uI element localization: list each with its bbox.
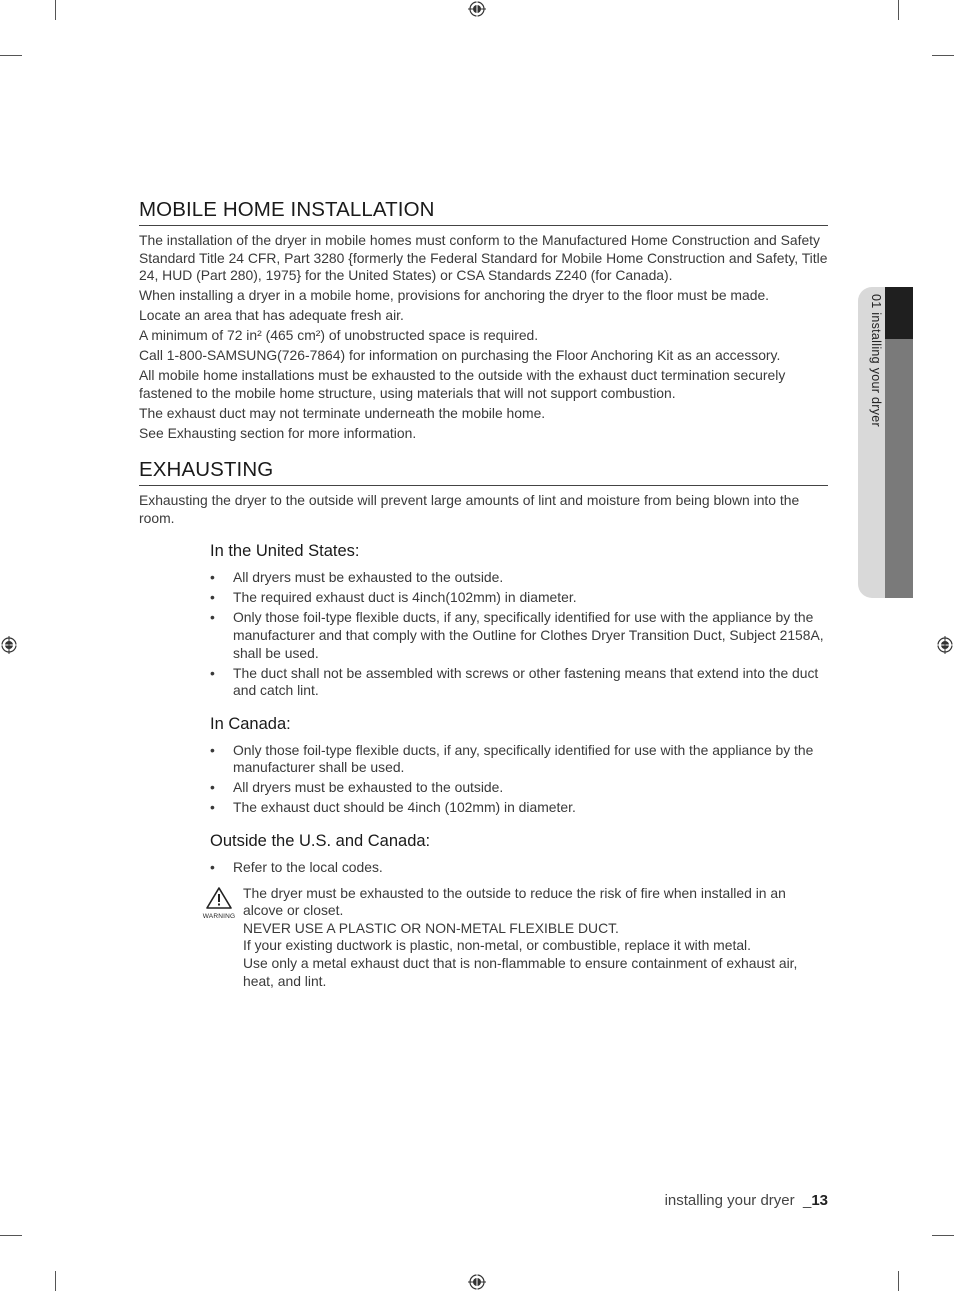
us-bullet-list [210, 569, 828, 699]
bullet-icon: • [210, 589, 215, 606]
registration-mark-icon [468, 1273, 486, 1291]
subheading-outside: Outside the U.S. and Canada: [210, 831, 431, 850]
exhausting-subsections [202, 541, 828, 990]
warning-block [202, 885, 828, 991]
paragraph: Call 1-800-SAMSUNG(726-7864) for information on purchasing the Floor Anchoring Kit as an accessory. [139, 347, 781, 364]
exhausting-intro: Exhausting the dryer to the outside will prevent large amounts of lint and moisture from being blown into the room. [139, 492, 800, 526]
paragraph: When installing a dryer in a mobile home, provisions for anchoring the dryer to the floor must be made. [139, 287, 770, 304]
bullet-icon: • [210, 664, 215, 681]
bullet-icon: • [210, 741, 215, 758]
paragraph: The installation of the dryer in mobile homes must conform to the Manufactured Home Construction and Safety Standard Title 24 CFR, Part 3280 {formerly the Federal Standard for Mobile Home Construction and Safety, Title 24, HUD (Part 280), 1975} for the United States) or CSA Standards Z240 (for Canada). [139, 232, 828, 284]
list-item: • The duct shall not be assembled with screws or other fastening means that extend into the duct and catch lint. [210, 664, 819, 699]
bullet-icon: • [210, 799, 215, 816]
list-item: • Only those foil-type flexible ducts, if any, specifically identified for use with the appliance by the manufacturer and that comply with the Outline for Clothes Dryer Transition Duct, Subject 2158A, shall be used. [210, 609, 824, 661]
bullet-icon: • [210, 569, 215, 586]
list-item: • The exhaust duct should be 4inch (102mm) in diameter. [210, 799, 576, 816]
warning-text [243, 885, 828, 991]
chapter-tab-marker [885, 287, 913, 339]
subheading-us: In the United States: [210, 542, 360, 561]
warning-triangle-icon [206, 887, 232, 909]
crop-mark [55, 1271, 56, 1291]
crop-mark [932, 55, 954, 56]
list-item: • The required exhaust duct is 4inch(102mm) in diameter. [210, 589, 577, 606]
warning-line: NEVER USE A PLASTIC OR NON-METAL FLEXIBLE DUCT. [243, 919, 619, 936]
registration-mark-icon [0, 636, 18, 654]
list-item: • All dryers must be exhausted to the outside. [210, 779, 504, 796]
paragraph: A minimum of 72 in² (465 cm²) of unobstructed space is required. [139, 327, 539, 344]
list-item: • All dryers must be exhausted to the outside. [210, 569, 504, 586]
paragraph: The exhaust duct may not terminate underneath the mobile home. [139, 404, 546, 421]
mobile-home-body [139, 232, 828, 442]
registration-mark-icon [936, 636, 954, 654]
crop-mark [898, 0, 899, 20]
crop-mark [55, 0, 56, 20]
page-footer [665, 1192, 828, 1209]
canada-bullet-list [210, 742, 828, 817]
warning-line: The dryer must be exhausted to the outside to reduce the risk of fire when installed in an alcove or closet. [243, 884, 786, 919]
crop-mark [898, 1271, 899, 1291]
section-title-mobile-home: MOBILE HOME INSTALLATION [139, 196, 828, 226]
exhausting-section [139, 456, 828, 990]
crop-mark [932, 1235, 954, 1236]
warning-line: Use only a metal exhaust duct that is non-flammable to ensure containment of exhaust air, heat, and lint. [243, 954, 798, 989]
paragraph: Locate an area that has adequate fresh air. [139, 307, 404, 324]
warning-line: If your existing ductwork is plastic, non-metal, or combustible, replace it with metal. [243, 937, 751, 954]
paragraph: All mobile home installations must be exhausted to the outside with the exhaust duct termination securely fastened to the mobile home structure, using materials that will not support combustion. [139, 367, 786, 401]
warning-label: WARNING [202, 912, 236, 920]
outside-bullet-list [210, 859, 828, 877]
footer-text: installing your dryer _ [664, 1192, 812, 1209]
page-number: 13 [811, 1192, 828, 1209]
list-item: • Only those foil-type flexible ducts, if any, specifically identified for use with the appliance by the manufacturer shall be used. [210, 741, 814, 776]
exhausting-body [139, 492, 828, 990]
bullet-icon: • [210, 858, 215, 875]
bullet-icon: • [210, 779, 215, 796]
paragraph: See Exhausting section for more information. [139, 424, 417, 441]
registration-mark-icon [468, 0, 486, 18]
section-title-exhausting: EXHAUSTING [139, 456, 828, 486]
page-content [139, 196, 828, 990]
subheading-canada: In Canada: [210, 714, 291, 733]
chapter-tab-label: 01 installing your dryer [869, 294, 883, 427]
warning-icon [202, 887, 236, 920]
bullet-icon: • [210, 609, 215, 626]
crop-mark [0, 1235, 22, 1236]
crop-mark [0, 55, 22, 56]
list-item: • Refer to the local codes. [210, 858, 383, 875]
